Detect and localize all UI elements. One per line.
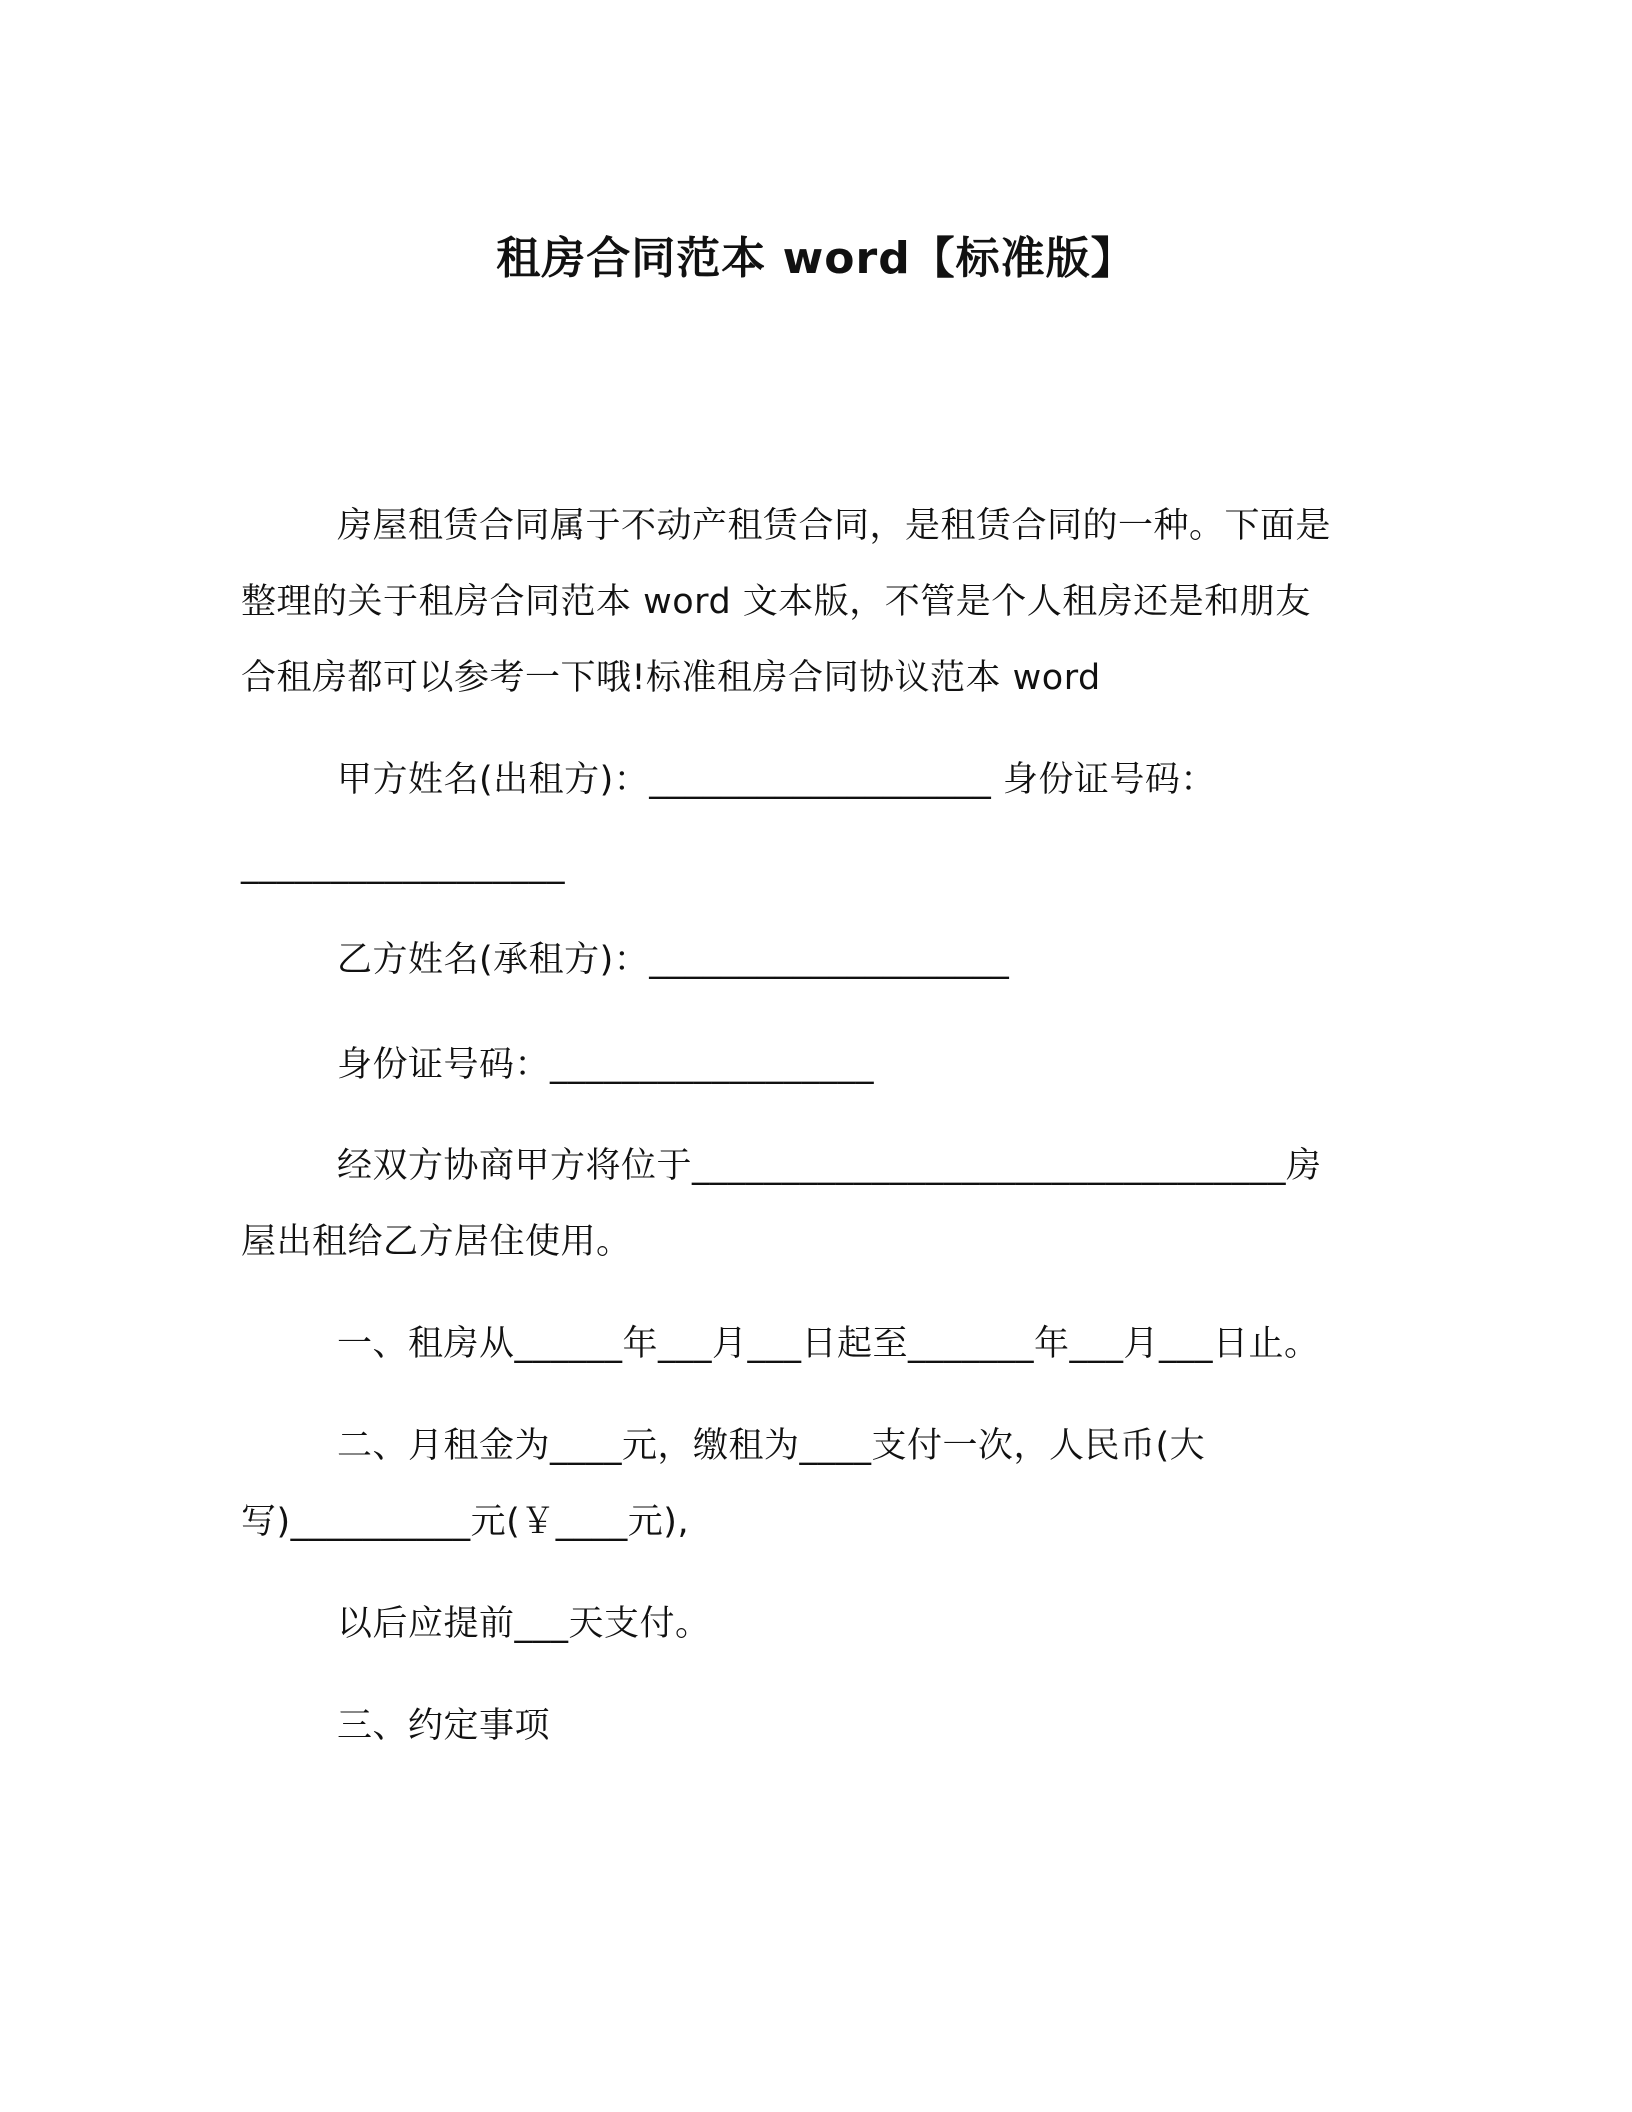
intro-paragraph-line: 合租房都可以参考一下哦!标准租房合同协议范本 word — [241, 658, 1101, 698]
clause-rental-period: 一、租房从______年___月___日起至_______年___月___日止。 — [337, 1324, 1320, 1364]
payment-advance-line: 以后应提前___天支付。 — [337, 1604, 711, 1644]
document-title: 租房合同范本 word【标准版】 — [496, 233, 1136, 284]
party-a-line: 甲方姓名(出租方)：___________________ 身份证号码： — [337, 760, 1216, 800]
party-b-name-line: 乙方姓名(承租方)：____________________ — [337, 940, 1010, 980]
intro-paragraph-line: 房屋租赁合同属于不动产租赁合同，是租赁合同的一种。下面是 — [337, 506, 1332, 546]
property-location-line: 经双方协商甲方将位于_________________________________房 — [337, 1146, 1322, 1186]
clause-agreed-matters-heading: 三、约定事项 — [337, 1706, 551, 1746]
property-location-line: 屋出租给乙方居住使用。 — [241, 1222, 632, 1262]
clause-rent-amount: 写)__________元(￥____元), — [241, 1502, 690, 1542]
party-a-id-blank: __________________ — [241, 845, 565, 885]
party-b-id-line: 身份证号码：__________________ — [337, 1045, 875, 1085]
intro-paragraph-line: 整理的关于租房合同范本 word 文本版，不管是个人租房还是和朋友 — [241, 582, 1311, 622]
clause-rent-amount: 二、月租金为____元，缴租为____支付一次，人民币(大 — [337, 1426, 1206, 1466]
